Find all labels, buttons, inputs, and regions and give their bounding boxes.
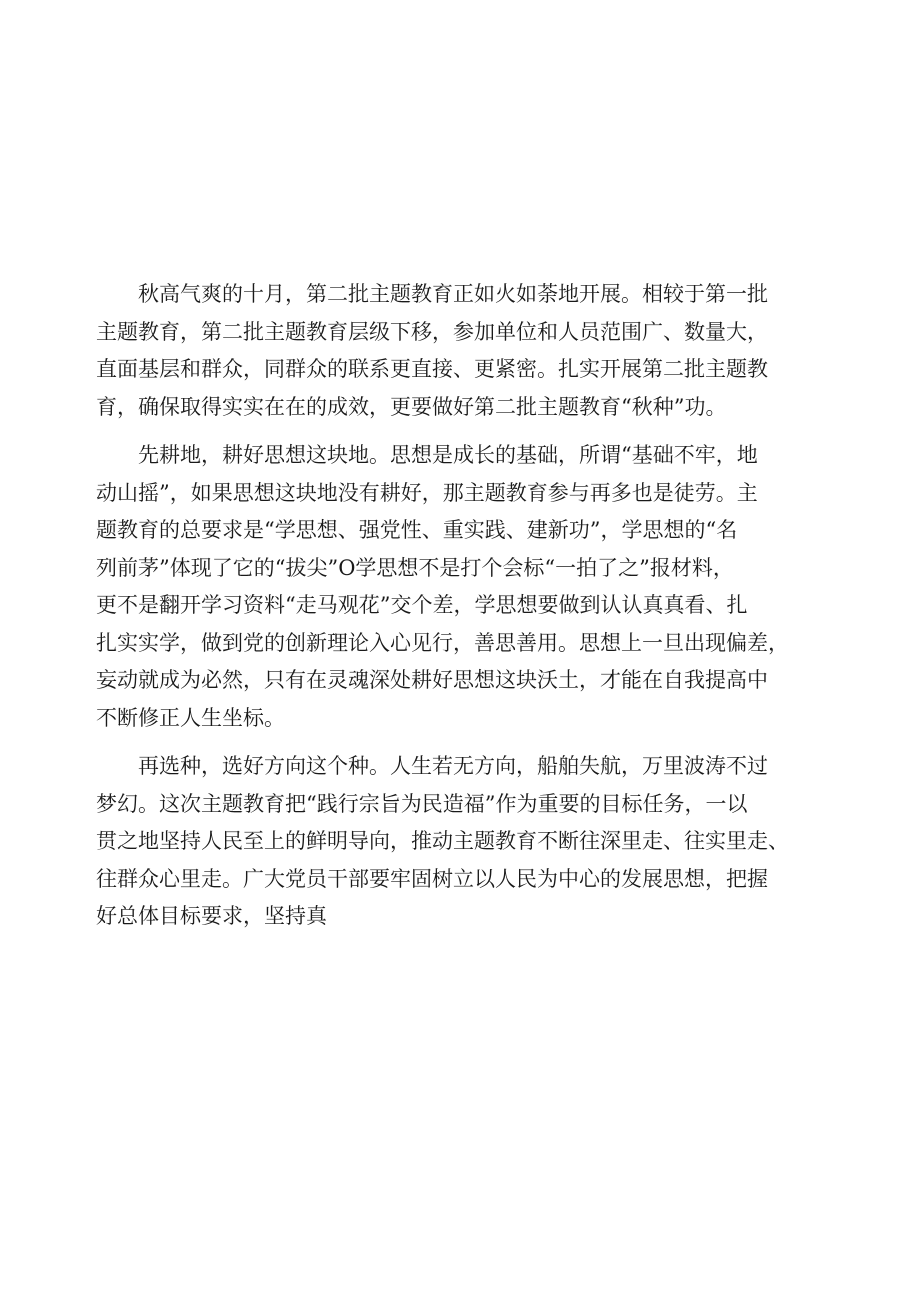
paragraph-line: 妄动就成为必然，只有在灵魂深处耕好思想这块沃土，才能在自我提高中 [96,668,768,692]
paragraph-line: 再选种，选好方向这个种。人生若无方向，船舶失航，万里波涛不过 [138,754,768,778]
paragraph-line: 直面基层和群众，同群众的联系更直接、更紧密。扎实开展第二批主题教 [96,357,768,381]
paragraph-line: 好总体目标要求，坚持真 [96,904,327,928]
paragraph-line: 往群众心里走。广大党员干部要牢固树立以人民为中心的发展思想，把握 [96,866,768,891]
paragraph-line: 秋高气爽的十月，第二批主题教育正如火如荼地开展。相较于第一批 [138,282,768,306]
paragraph-line: 贯之地坚持人民至上的鲜明导向，推动主题教育不断往深里走、往实里走、 [96,829,789,853]
paragraph-line: 不断修正人生坐标。 [96,705,285,730]
paragraph-line: 列前茅”体现了它的“拔尖”O学思想不是打个会标“一拍了之”报材料， [96,555,734,580]
paragraph-line: 先耕地，耕好思想这块地。思想是成长的基础，所谓“基础不牢，地 [138,443,758,467]
paragraph-2 [96,437,789,737]
article-body [96,276,789,947]
paragraph-line: 主题教育，第二批主题教育层级下移，参加单位和人员范围广、数量大， [96,319,768,344]
paragraph-line: 育，确保取得实实在在的成效，更要做好第二批主题教育“秋种”功。 [96,394,727,419]
paragraph-3 [96,748,789,936]
paragraph-line: 梦幻。这次主题教育把“践行宗旨为民造福”作为重要的目标任务，一以 [96,791,748,816]
paragraph-line: 更不是翻开学习资料“走马观花”交个差，学思想要做到认认真真看、扎 [96,593,748,617]
paragraph-line: 题教育的总要求是“学思想、强党性、重实践、建新功”，学思想的“名 [96,518,738,542]
paragraph-1 [96,276,786,426]
paragraph-line: 动山摇”，如果思想这块地没有耕好，那主题教育参与再多也是徒劳。主 [96,480,758,505]
paragraph-line: 扎实实学，做到党的创新理论入心见行，善思善用。思想上一旦出现偏差， [96,630,789,655]
